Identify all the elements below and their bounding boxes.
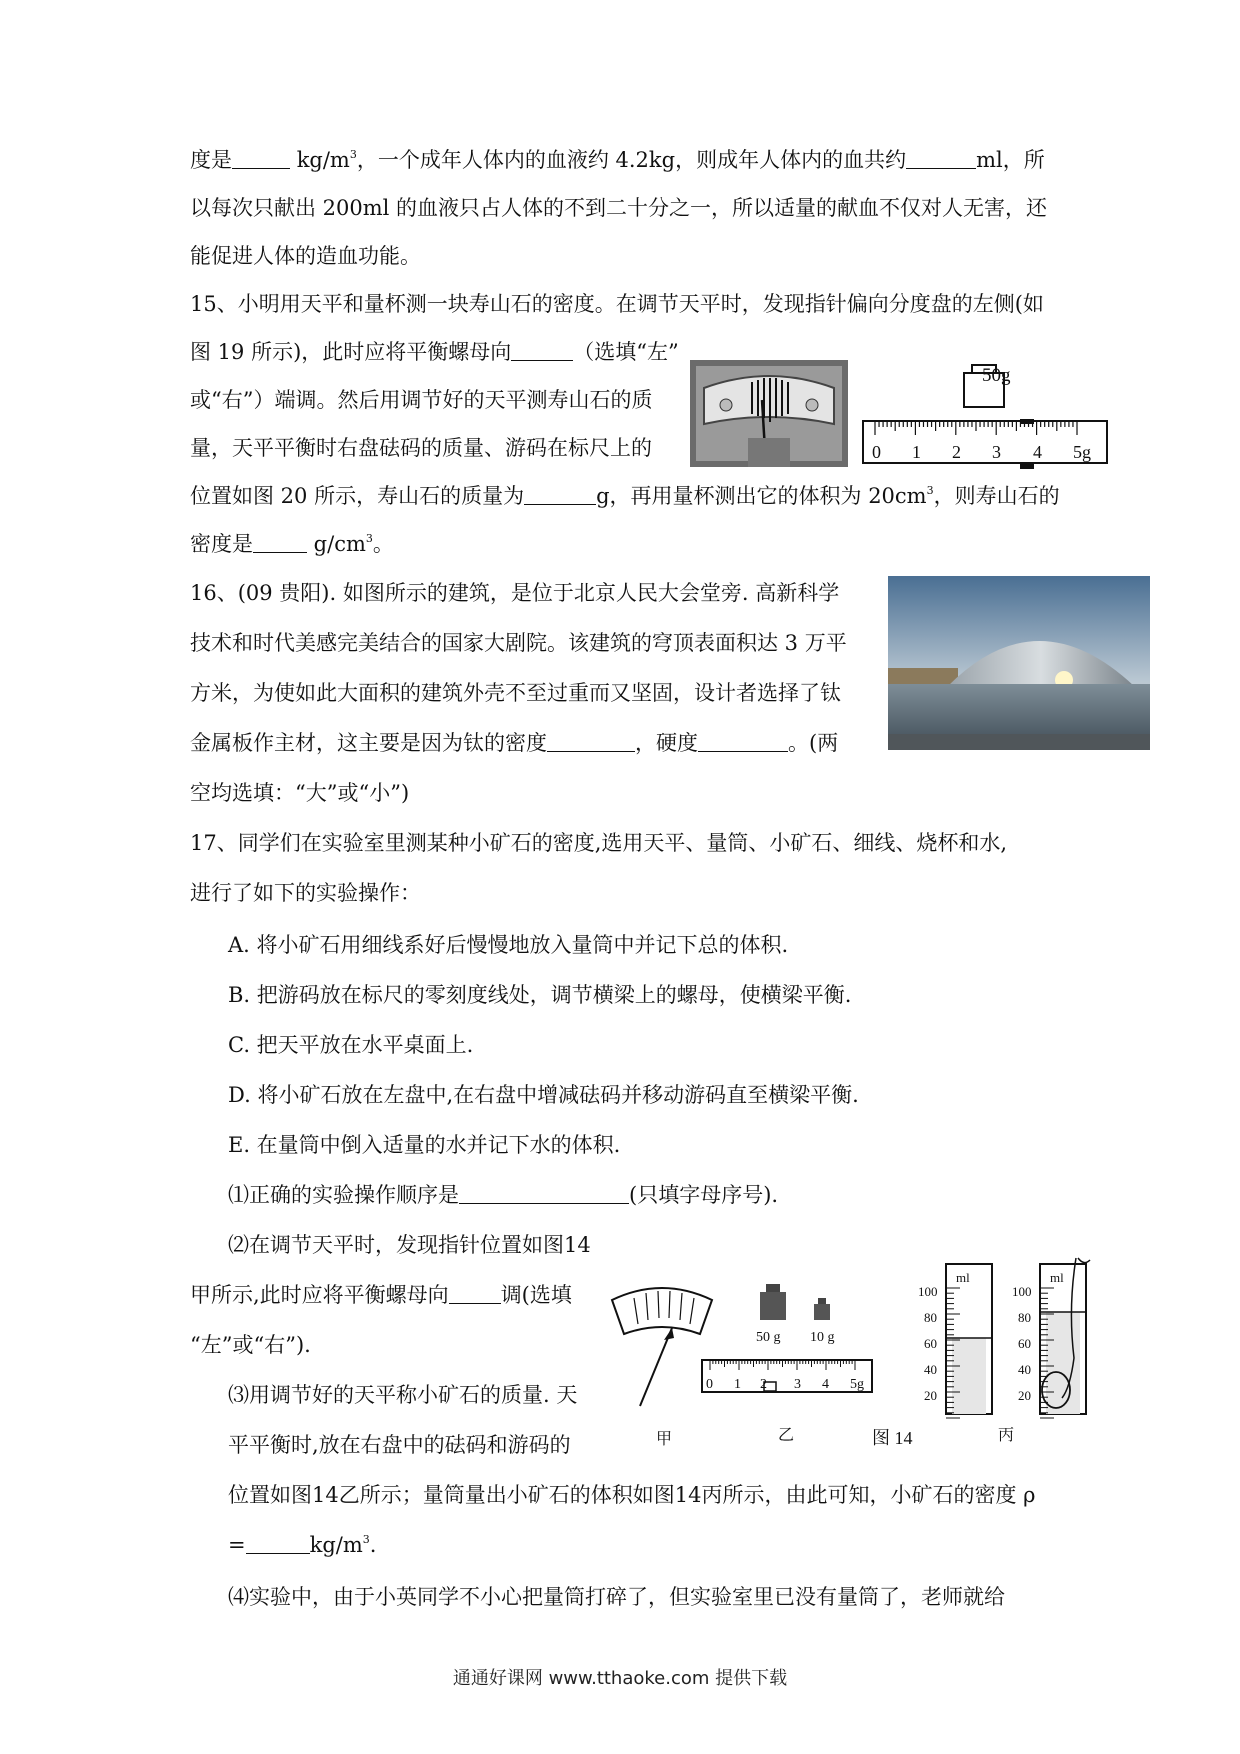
scale-label: 4 <box>1033 442 1042 462</box>
scale-label: 3 <box>794 1377 801 1392</box>
cylinder-label: 20 <box>924 1388 937 1403</box>
scale-label: 3 <box>992 442 1001 462</box>
text-line: 或“右”）端调。然后用调节好的天平测寿山石的质 <box>190 388 653 412</box>
cylinder-label: 20 <box>1018 1388 1031 1403</box>
text-line: 以每次只献出 200ml 的血液只占人体的不到二十分之一，所以适量的献血不仅对人无害，还 <box>190 196 1048 220</box>
cylinder-label: 60 <box>924 1336 937 1351</box>
question-17: 17、同学们在实验室里测某种小矿石的密度,选用天平、量筒、小矿石、细线、烧杯和水, <box>190 831 1008 855</box>
pointer-scale-photo <box>690 360 848 467</box>
text-line: 位置如图 20 所示，寿山石的质量为 g，再用量杯测出它的体积为 $20cm^3$，则寿山石的 <box>190 484 1060 508</box>
answer-blank <box>698 729 788 752</box>
cylinder-label: 80 <box>924 1310 937 1325</box>
text-line: ⑵在调节天平时，发现指针位置如图14 <box>228 1233 591 1257</box>
scale-label: 1 <box>734 1377 741 1392</box>
cylinder-label: 100 <box>1012 1284 1032 1299</box>
answer-blank <box>449 1281 501 1304</box>
cylinder-unit: ml <box>1050 1270 1064 1285</box>
text-line: “左”或“右”). <box>190 1333 311 1357</box>
theater-photo <box>888 576 1150 750</box>
caption-bing: 丙 <box>998 1427 1015 1444</box>
text-line: 技术和时代美感完美结合的国家大剧院。该建筑的穹顶表面积达 3 万平 <box>190 631 847 655</box>
cylinder-unit: ml <box>956 1270 970 1285</box>
scale-label: 4 <box>822 1377 829 1392</box>
scale-label: 0 <box>706 1377 713 1392</box>
scale-label: 2 <box>952 442 961 462</box>
caption-jia: 甲 <box>656 1431 673 1448</box>
text-line: 图 19 所示)，此时应将平衡螺母向 （选填“左” <box>190 340 679 364</box>
step-d: D. 将小矿石放在左盘中,在右盘中增减砝码并移动游码直至横梁平衡. <box>228 1083 859 1107</box>
scale-label: 0 <box>872 442 881 462</box>
text-line: 方米，为使如此大面积的建筑外壳不至过重而又坚固，设计者选择了钛 <box>190 681 841 705</box>
text-line: ⑷实验中，由于小英同学不小心把量筒打碎了，但实验室里已没有量筒了，老师就给 <box>228 1585 1005 1609</box>
text-line: 度是 $kg/m^3$，一个成年人体内的血液约 4.2kg，则成年人体内的血共约 ml，所 <box>190 148 1045 172</box>
scale-label: 1 <box>912 442 921 462</box>
text-line: = $kg/m^3$. <box>228 1533 377 1557</box>
question-15: 15、小明用天平和量杯测一块寿山石的密度。在调节天平时，发现指针偏向分度盘的左侧(如 <box>190 292 1044 316</box>
answer-blank <box>459 1181 629 1204</box>
text-line: 平平衡时,放在右盘中的砝码和游码的 <box>228 1433 571 1457</box>
figure-14 <box>600 1248 1120 1448</box>
scale-label: 5g <box>850 1377 864 1392</box>
weight-label: 50 g <box>756 1330 781 1345</box>
cylinder-label: 100 <box>918 1284 938 1299</box>
text-line: 能促进人体的造血功能。 <box>190 244 421 268</box>
scale-label: 5g <box>1073 442 1091 462</box>
step-a: A. 将小矿石用细线系好后慢慢地放入量筒中并记下总的体积. <box>228 933 789 957</box>
cylinder-label: 40 <box>1018 1362 1031 1377</box>
answer-blank <box>511 338 573 361</box>
text-line: ⑴正确的实验操作顺序是 (只填字母序号). <box>228 1183 779 1207</box>
answer-blank <box>253 530 307 553</box>
caption-yi: 乙 <box>778 1427 795 1444</box>
text-line: 进行了如下的实验操作： <box>190 881 421 905</box>
figure-14-title: 图 14 <box>872 1428 913 1448</box>
text-line: 位置如图14乙所示；量筒量出小矿石的体积如图14丙所示，由此可知，小矿石的密度 ρ <box>228 1483 1036 1507</box>
cylinder-label: 40 <box>924 1362 937 1377</box>
cylinder-label: 80 <box>1018 1310 1031 1325</box>
text-line: ⑶用调节好的天平称小矿石的质量. 天 <box>228 1383 578 1407</box>
answer-blank <box>524 482 596 505</box>
question-16: 16、(09 贵阳). 如图所示的建筑，是位于北京人民大会堂旁. 高新科学 <box>190 581 840 605</box>
text-line: 甲所示,此时应将平衡螺母向 调(选填 <box>190 1283 572 1307</box>
text-line: 金属板作主材，这主要是因为钛的密度 ，硬度 。(两 <box>190 731 839 755</box>
weight-label: 50g <box>982 365 1011 386</box>
weight-label: 10 g <box>810 1330 835 1345</box>
text-line: 量，天平平衡时右盘砝码的质量、游码在标尺上的 <box>190 436 652 460</box>
answer-blank <box>906 146 976 169</box>
answer-blank <box>232 146 290 169</box>
scale-label: 2 <box>760 1377 767 1392</box>
page-footer: 通通好课网 www.tthaoke.com 提供下载 <box>452 1668 788 1689</box>
step-b: B. 把游码放在标尺的零刻度线处，调节横梁上的螺母，使横梁平衡. <box>228 983 852 1007</box>
answer-blank <box>547 729 635 752</box>
answer-blank <box>246 1531 310 1554</box>
text-line: 密度是 $g/cm^3$。 <box>190 532 394 556</box>
rider-scale-figure <box>860 355 1110 477</box>
cylinder-label: 60 <box>1018 1336 1031 1351</box>
step-c: C. 把天平放在水平桌面上. <box>228 1033 474 1057</box>
text-line: 空均选填：“大”或“小”) <box>190 781 410 805</box>
step-e: E. 在量筒中倒入适量的水并记下水的体积. <box>228 1133 621 1157</box>
